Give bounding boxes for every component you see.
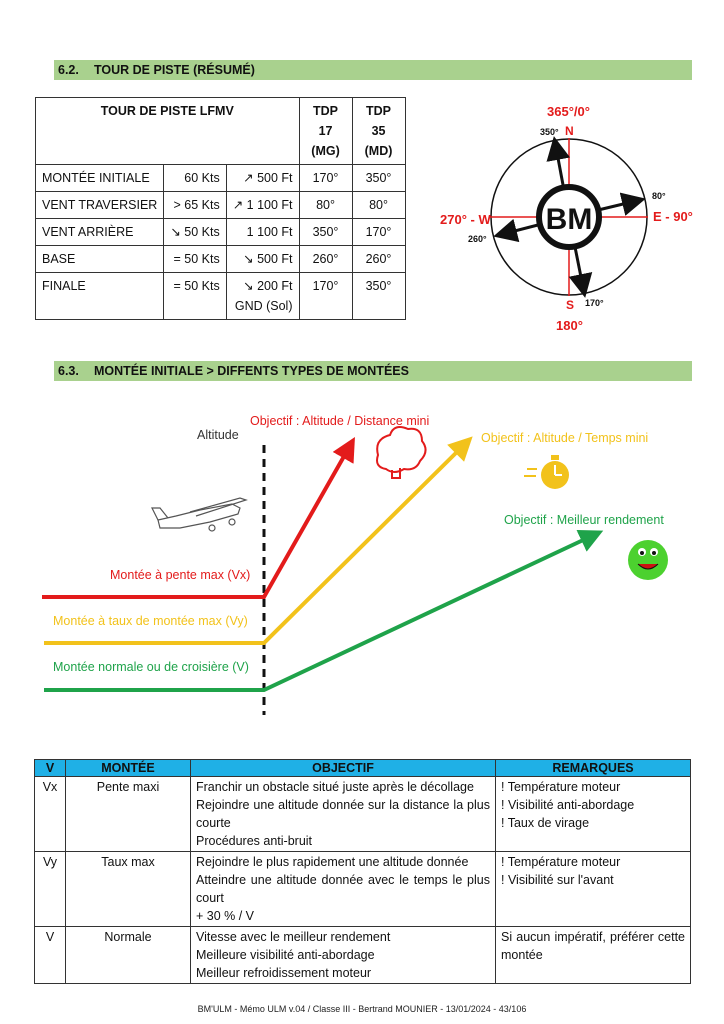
objectif-line: + 30 % / V [196, 909, 255, 923]
heading-md-cell: 350° [352, 165, 405, 192]
phase-cell: FINALE [36, 273, 164, 320]
compass-rose [490, 138, 648, 296]
compass-north-label: 365°/0° [547, 104, 590, 119]
compass-east-label: E - 90° [653, 209, 693, 224]
smiley-icon [628, 540, 668, 580]
remarque-line: ! Température moteur [501, 855, 621, 869]
heading-md-cell: 260° [352, 246, 405, 273]
section-header-montee [54, 361, 692, 381]
compass-n-letter: N [565, 124, 574, 138]
altitude-cell: ↘ 500 Ft [226, 246, 299, 273]
phase-cell: VENT ARRIÈRE [36, 219, 164, 246]
col-header-montee: MONTÉE [66, 760, 191, 777]
remarque-line: ! Taux de virage [501, 816, 590, 830]
altitude-cell: ↗ 1 100 Ft [226, 192, 299, 219]
objectif-line: Franchir un obstacle situé juste après le décollage [196, 780, 474, 794]
table-row [35, 927, 691, 984]
section-title: TOUR DE PISTE (RÉSUMÉ) [94, 63, 255, 77]
remarque-line: Si aucun impératif, préférer cette montée [501, 930, 685, 962]
objective-red-label: Objectif : Altitude / Distance mini [250, 414, 430, 428]
table-row [35, 852, 691, 927]
heading-mg-cell: 260° [299, 246, 352, 273]
objectif-line: Vitesse avec le meilleur rendement [196, 930, 391, 944]
altitude-cell: 1 100 Ft [226, 219, 299, 246]
table-row [35, 777, 691, 852]
page-footer: BM'ULM - Mémo ULM v.04 / Classe III - Bertrand MOUNIER - 13/01/2024 - 43/106 [197, 1004, 527, 1014]
altitude-ground: GND (Sol) [234, 299, 293, 313]
circuit-title: TOUR DE PISTE LFMV [36, 98, 300, 165]
heading-mg-cell: 170° [299, 165, 352, 192]
v-cell: Vx [35, 777, 66, 852]
remarque-line: ! Température moteur [501, 780, 621, 794]
remarques-cell [496, 927, 691, 984]
col-header-objectif: OBJECTIF [191, 760, 496, 777]
compass-s-letter: S [566, 298, 575, 312]
montee-table [34, 759, 691, 984]
remarque-line: ! Visibilité anti-abordage [501, 798, 635, 812]
objective-yellow-label: Objectif : Altitude / Temps mini [481, 431, 649, 445]
stopwatch-icon [524, 455, 569, 489]
remarques-cell [496, 777, 691, 852]
objectif-line: Rejoindre le plus rapidement une altitude donnée [196, 855, 469, 869]
section-title: MONTÉE INITIALE > DIFFENTS TYPES DE MONTÉES [94, 364, 409, 378]
table-header-row [35, 760, 691, 777]
v-cell: V [35, 927, 66, 984]
compass-west-label: 270° - W [440, 212, 491, 227]
objectif-line: Procédures anti-bruit [196, 834, 313, 848]
heading-mg-cell: 80° [299, 192, 352, 219]
objectif-cell [191, 927, 496, 984]
objectif-cell [191, 852, 496, 927]
climb-vx-label: Montée à pente max (Vx) [110, 568, 251, 582]
objectif-line: Meilleur refroidissement moteur [196, 966, 372, 980]
col-header-md: TDP 35 (MD) [352, 98, 405, 165]
climb-vy-label: Montée à taux de montée max (Vy) [53, 614, 248, 628]
heading-mg-cell: 170° [299, 273, 352, 320]
altitude-value: ↘ 200 Ft [243, 279, 293, 293]
speed-cell: = 50 Kts [164, 273, 226, 320]
compass-south-label: 180° [556, 318, 583, 333]
v-cell: Vy [35, 852, 66, 927]
phase-cell: MONTÉE INITIALE [36, 165, 164, 192]
altitude-cell: ↗ 500 Ft [226, 165, 299, 192]
montee-cell: Pente maxi [66, 777, 191, 852]
heading-mg-cell: 350° [299, 219, 352, 246]
speed-cell: > 65 Kts [164, 192, 226, 219]
heading-170-label: 170° [585, 298, 604, 308]
objectif-line: Rejoindre une altitude donnée sur la distance la plus courte [196, 798, 490, 830]
objectif-line: Atteindre une altitude donnée avec le temps le plus court [196, 873, 490, 905]
section-number: 6.2. [58, 63, 79, 77]
heading-md-cell: 350° [352, 273, 405, 320]
phase-cell: BASE [36, 246, 164, 273]
altitude-axis-label: Altitude [197, 428, 239, 442]
speed-cell: = 50 Kts [164, 246, 226, 273]
col-header-mg: TDP 17 (MG) [299, 98, 352, 165]
tree-icon [377, 427, 426, 478]
section-number: 6.3. [58, 364, 79, 378]
objective-green-label: Objectif : Meilleur rendement [504, 513, 664, 527]
bm-logo-text: BM [545, 203, 593, 236]
remarque-line: ! Visibilité sur l'avant [501, 873, 614, 887]
airplane-icon [152, 498, 246, 531]
phase-cell: VENT TRAVERSIER [36, 192, 164, 219]
heading-md-cell: 80° [352, 192, 405, 219]
col-header-remarques: REMARQUES [496, 760, 691, 777]
climb-line-vy [44, 442, 467, 643]
col-header-v: V [35, 760, 66, 777]
objectif-line: Meilleure visibilité anti-abordage [196, 948, 375, 962]
heading-80-label: 80° [652, 191, 666, 201]
remarques-cell [496, 852, 691, 927]
climb-v-label: Montée normale ou de croisière (V) [53, 660, 249, 674]
objectif-cell [191, 777, 496, 852]
heading-350-label: 350° [540, 127, 559, 137]
heading-md-cell: 170° [352, 219, 405, 246]
speed-cell: 60 Kts [164, 165, 226, 192]
montee-cell: Normale [66, 927, 191, 984]
speed-cell: ↘ 50 Kts [164, 219, 226, 246]
heading-260-label: 260° [468, 234, 487, 244]
montee-cell: Taux max [66, 852, 191, 927]
